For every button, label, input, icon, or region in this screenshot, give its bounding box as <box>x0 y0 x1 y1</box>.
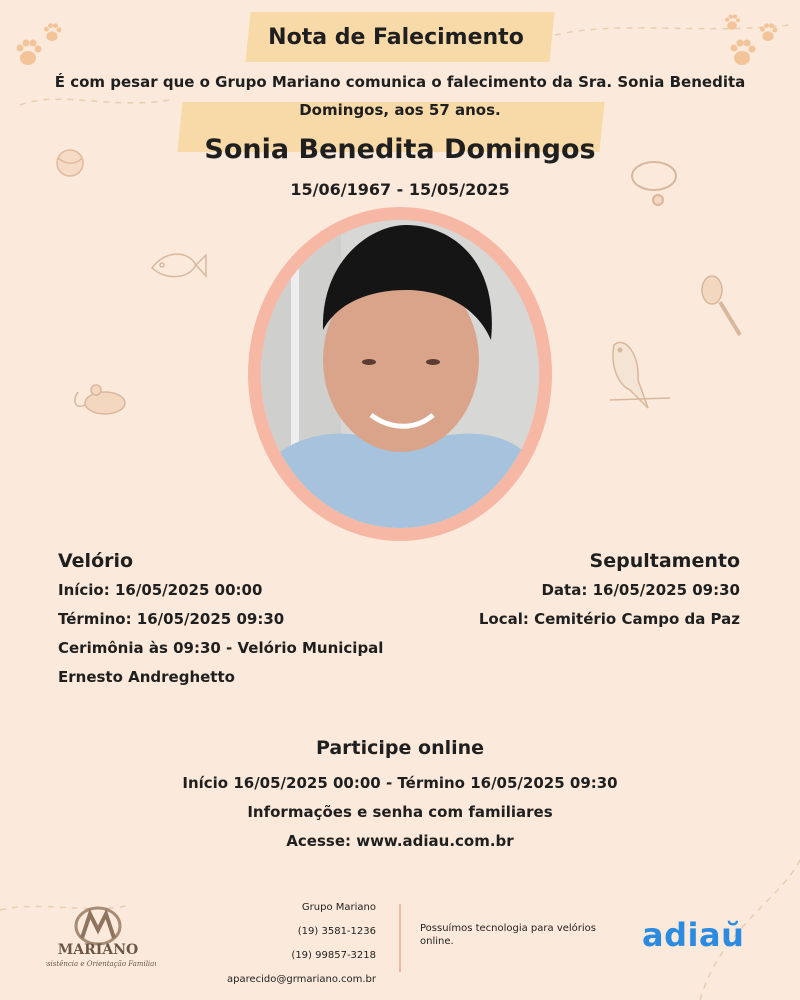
life-dates: 15/06/1967 - 15/05/2025 <box>290 180 510 199</box>
sepultamento-title: Sepultamento <box>589 550 740 572</box>
velorio-title: Velório <box>58 550 134 572</box>
online-title: Participe online <box>315 737 485 759</box>
contact-block <box>200 896 376 992</box>
velorio-section <box>58 550 388 692</box>
velorio-end: Término: 16/05/2025 09:30 <box>58 610 285 628</box>
sepultamento-date: Data: 16/05/2025 09:30 <box>541 581 740 599</box>
deceased-photo <box>261 220 539 528</box>
logo-subtitle: Assistência e Orientação Familiar <box>46 960 156 968</box>
page-title: Nota de Falecimento <box>268 24 524 50</box>
intro-text: É com pesar que o Grupo Mariano comunica o falecimento da Sra. Sonia Benedita Domingos, aos 57 anos. <box>54 73 746 119</box>
online-info: Informações e senha com familiares <box>247 803 553 821</box>
paw-icon <box>17 40 42 66</box>
logo-text: MARIANO <box>57 942 139 958</box>
phone-1[interactable]: (19) 3581-1236 <box>297 926 376 937</box>
phone-2[interactable]: (19) 99857-3218 <box>291 950 376 961</box>
velorio-start: Início: 16/05/2025 00:00 <box>58 581 263 599</box>
deceased-name: Sonia Benedita Domingos <box>204 134 596 165</box>
velorio-ceremony: Cerimônia às 09:30 - Velório Municipal <box>58 639 384 657</box>
online-section <box>100 737 700 856</box>
tech-text: Possuímos tecnologia para velórios online. <box>420 923 597 947</box>
velorio-venue: Ernesto Andreghetto <box>58 668 235 686</box>
email-link[interactable]: aparecido@grmariano.com.br <box>226 974 376 985</box>
online-period: Início 16/05/2025 00:00 - Término 16/05/2025 09:30 <box>182 774 618 792</box>
sepultamento-location: Local: Cemitério Campo da Paz <box>478 610 740 628</box>
mariano-logo <box>46 904 156 970</box>
company-name: Grupo Mariano <box>301 902 376 913</box>
adiau-logo[interactable]: adiaŭ <box>642 916 745 954</box>
online-link[interactable]: Acesse: www.adiau.com.br <box>286 832 514 850</box>
footer-divider <box>399 904 401 972</box>
sepultamento-section <box>410 550 740 634</box>
